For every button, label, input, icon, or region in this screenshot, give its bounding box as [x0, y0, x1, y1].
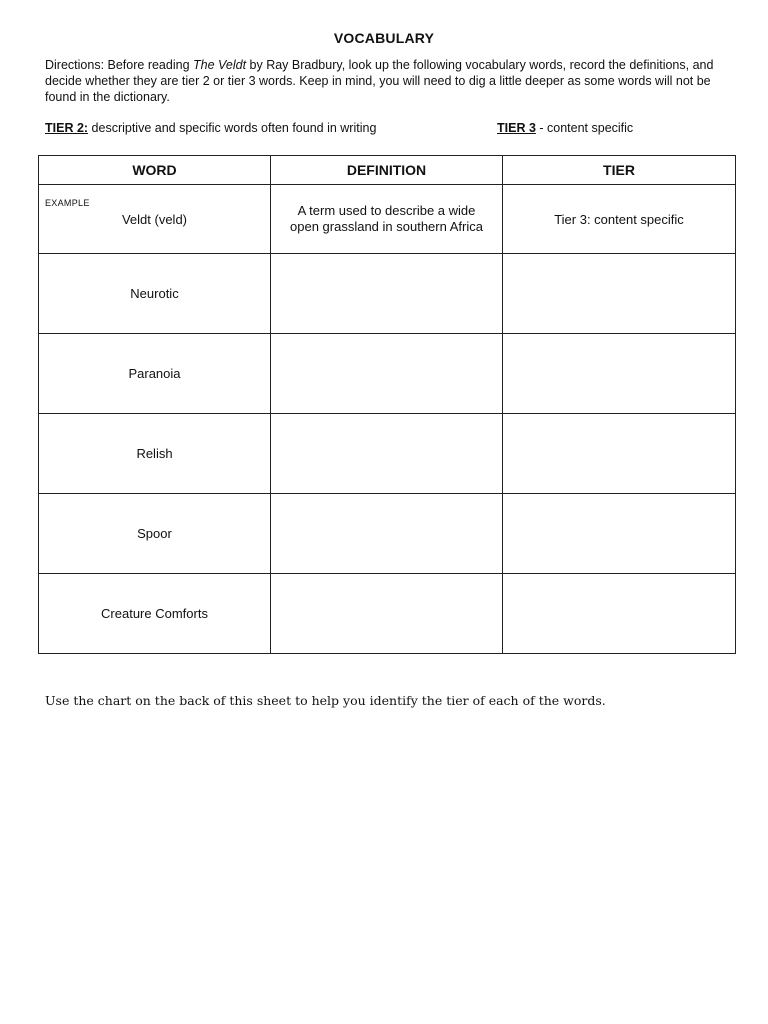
definition-cell[interactable] [271, 494, 503, 574]
example-row [39, 185, 736, 254]
header-tier: TIER [503, 156, 736, 185]
tier2-definition [45, 121, 376, 135]
definition-cell[interactable] [271, 334, 503, 414]
header-word: WORD [39, 156, 271, 185]
tier-cell[interactable] [503, 494, 736, 574]
footer-note: Use the chart on the back of this sheet to help you identify the tier of each of the words. [45, 693, 606, 708]
tier2-label: TIER 2: [45, 121, 89, 135]
tier3-label: TIER 3 [497, 121, 536, 135]
directions-text-end: by Ray Bradbury, look up the following vocabulary words, record the definitions, and decide whether they are tier 2 or tier 3 words. Keep in mind, you will need to dig a little deeper as some words will not be found in the dictionary. [45, 58, 714, 104]
example-word: Veldt (veld) [121, 211, 188, 227]
example-tier-cell [503, 185, 736, 254]
table-row [39, 334, 736, 414]
example-word-cell [39, 185, 271, 254]
definition-cell[interactable] [271, 254, 503, 334]
example-definition-cell [271, 185, 503, 254]
word-cell: Creature Comforts [39, 574, 271, 654]
definition-cell[interactable] [271, 574, 503, 654]
example-tag: EXAMPLE [45, 198, 90, 208]
tier2-text: descriptive and specific words often found in writing [88, 121, 377, 135]
vocabulary-table [38, 155, 736, 654]
table-header-row [39, 156, 736, 185]
example-definition: A term used to describe a wide open grassland in southern Africa [290, 203, 483, 234]
tier3-definition [497, 121, 633, 135]
tier-cell[interactable] [503, 414, 736, 494]
tier-cell[interactable] [503, 574, 736, 654]
example-tier: Tier 3: content specific [554, 211, 684, 227]
directions-paragraph [45, 57, 735, 105]
word-cell: Paranoia [39, 334, 271, 414]
header-definition: DEFINITION [271, 156, 503, 185]
definition-cell[interactable] [271, 414, 503, 494]
page-title: VOCABULARY [333, 30, 435, 46]
book-title: The Veldt [193, 58, 247, 72]
table-row [39, 494, 736, 574]
table-row [39, 254, 736, 334]
directions-text-start: Directions: Before reading [45, 58, 193, 72]
tier3-text: - content specific [535, 121, 634, 135]
word-cell: Spoor [39, 494, 271, 574]
tier-cell[interactable] [503, 334, 736, 414]
tier-cell[interactable] [503, 254, 736, 334]
word-cell: Neurotic [39, 254, 271, 334]
table-row [39, 574, 736, 654]
table-row [39, 414, 736, 494]
word-cell: Relish [39, 414, 271, 494]
